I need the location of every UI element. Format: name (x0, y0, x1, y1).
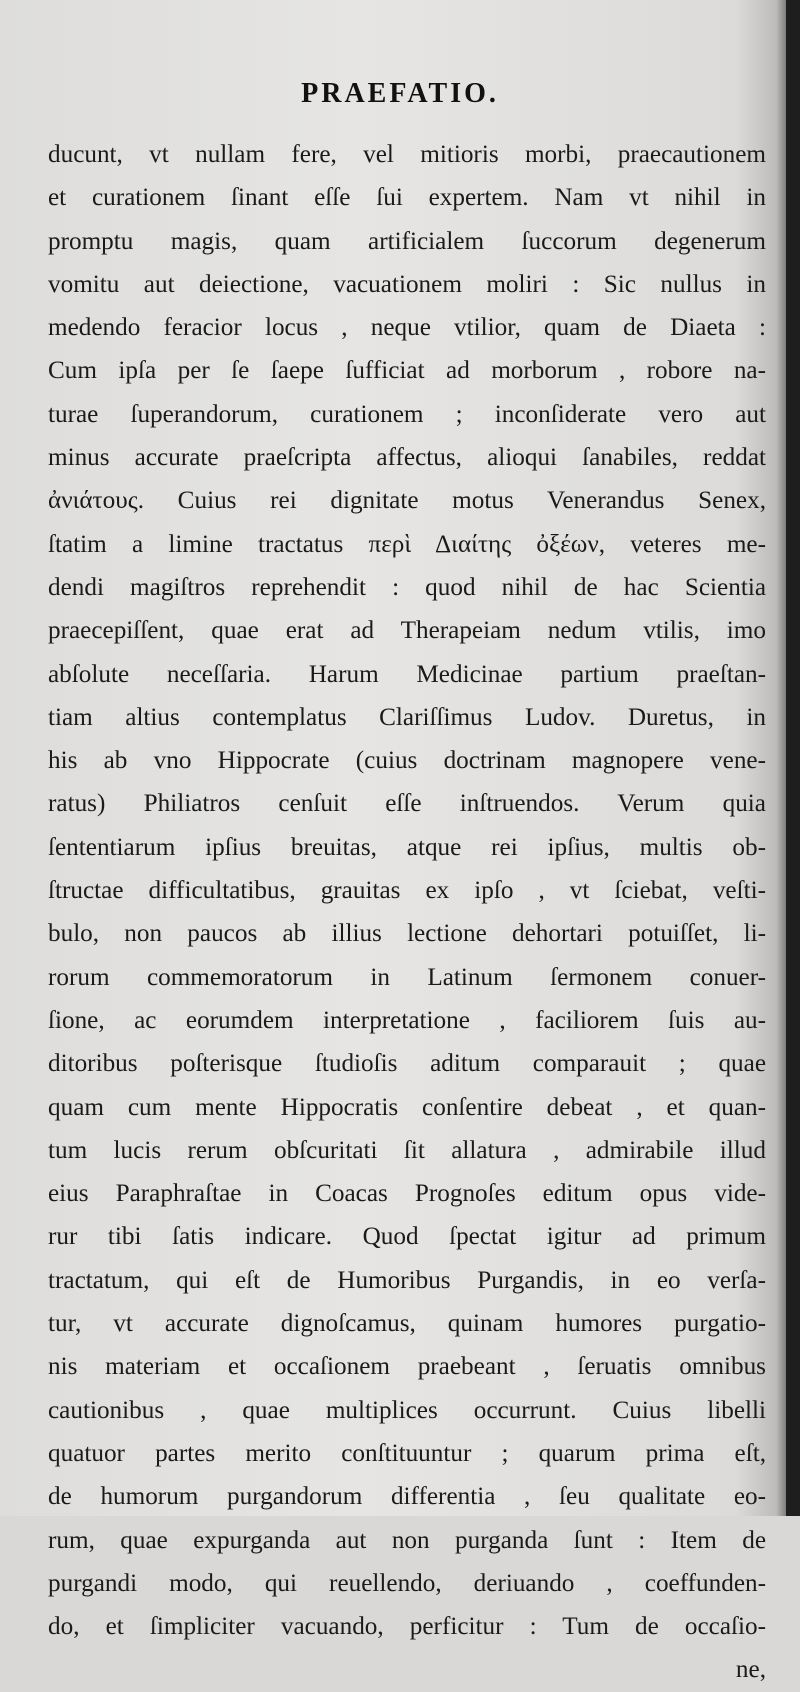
text-line: cautionibus , quae multiplices occurrunt. Cuius libelli (48, 1396, 766, 1424)
text-line: bulo, non paucos ab illius lectione dehortari potuiſſet, li- (48, 920, 766, 948)
text-line: purgandi modo, qui reuellendo, deriuando , coeffunden- (48, 1569, 766, 1597)
text-line: do, et ſimpliciter vacuando, perficitur : Tum de occaſio- (48, 1613, 766, 1641)
text-line: praecepiſſent, quae erat ad Therapeiam nedum vtilis, imo (48, 617, 766, 645)
text-line: tiam altius contemplatus Clariſſimus Ludov. Duretus, in (48, 703, 766, 731)
text-line: ſtructae difficultatibus, grauitas ex ipſo , vt ſciebat, veſti- (48, 877, 766, 905)
text-line: nis materiam et occaſionem praebeant , ſeruatis omnibus (48, 1353, 766, 1381)
text-line: tur, vt accurate dignoſcamus, quinam humores purgatio- (48, 1310, 766, 1338)
text-line: quatuor partes merito conſtituuntur ; quarum prima eſt, (48, 1439, 766, 1467)
text-line: turae ſuperandorum, curationem ; inconſiderate vero aut (48, 400, 766, 428)
text-line: his ab vno Hippocrate (cuius doctrinam magnopere vene- (48, 747, 766, 775)
text-line: de humorum purgandorum differentia , ſeu qualitate eo- (48, 1483, 766, 1511)
text-line: rur tibi ſatis indicare. Quod ſpectat igitur ad primum (48, 1223, 766, 1251)
text-line: dendi magiſtros reprehendit : quod nihil de hac Scientia (48, 573, 766, 601)
text-line: vomitu aut deiectione, vacuationem moliri : Sic nullus in (48, 270, 766, 298)
text-line: Cum ipſa per ſe ſaepe ſufficiat ad morborum , robore na- (48, 357, 766, 385)
text-line: medendo feracior locus , neque vtilior, quam de Diaeta : (48, 314, 766, 342)
text-line: ducunt, vt nullam fere, vel mitioris morbi, praecautionem (48, 141, 766, 168)
body-text (48, 133, 766, 1692)
text-line: ditoribus poſterisque ſtudioſis aditum comparauit ; quae (48, 1050, 766, 1078)
text-line: ſione, ac eorumdem interpretatione , faciliorem ſuis au- (48, 1006, 766, 1034)
text-line: ratus) Philiatros cenſuit eſſe inſtruendos. Verum quia (48, 790, 766, 818)
book-spine-shadow (786, 0, 800, 1516)
running-header: PRAEFATIO. (301, 78, 499, 109)
text-line: ſtatim a limine tractatus περὶ Διαίτης ὀξέων, veteres me- (48, 530, 766, 558)
text-line: et curationem ſinant eſſe ſui expertem. Nam vt nihil in (48, 184, 766, 212)
text-line: promptu magis, quam artificialem ſuccorum degenerum (48, 227, 766, 255)
text-line: ἀνιάτους. Cuius rei dignitate motus Venerandus Senex, (48, 487, 766, 515)
text-line: abſolute neceſſaria. Harum Medicinae partium praeſtan- (48, 660, 766, 688)
text-line: tractatum, qui eſt de Humoribus Purgandis, in eo verſa- (48, 1266, 766, 1294)
text-line: ſententiarum ipſius breuitas, atque rei ipſius, multis ob- (48, 833, 766, 861)
text-line: eius Paraphraſtae in Coacas Prognoſes editum opus vide- (48, 1180, 766, 1208)
text-line: ne, (735, 1656, 766, 1684)
text-line: minus accurate praeſcripta affectus, alioqui ſanabiles, reddat (48, 444, 766, 472)
text-line: tum lucis rerum obſcuritati ſit allatura , admirabile illud (48, 1136, 766, 1164)
text-line: quam cum mente Hippocratis conſentire debeat , et quan- (48, 1093, 766, 1121)
text-line: rum, quae expurganda aut non purganda ſunt : Item de (48, 1526, 766, 1554)
text-line: rorum commemoratorum in Latinum ſermonem conuer- (48, 963, 766, 991)
